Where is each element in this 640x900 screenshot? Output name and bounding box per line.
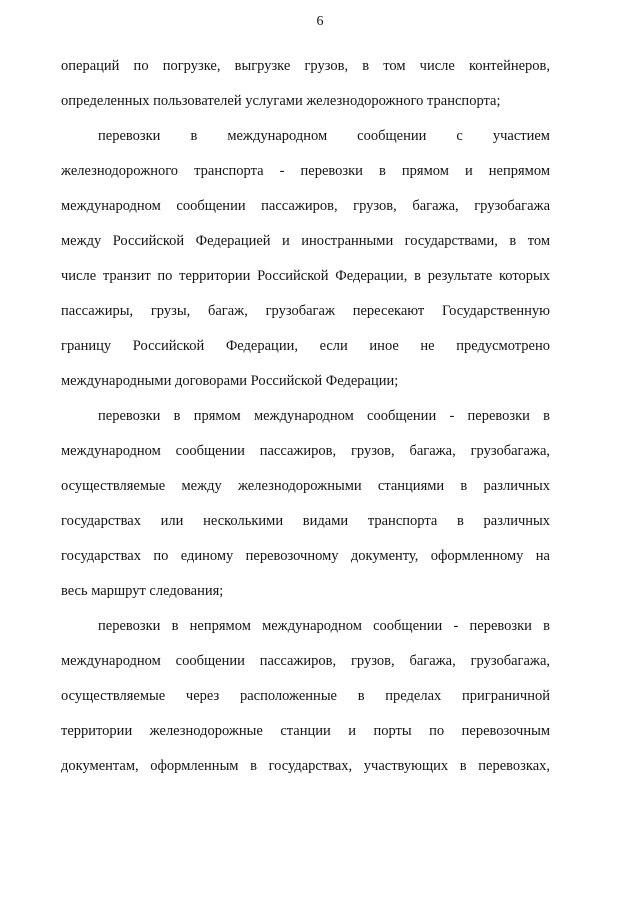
text-line: операций по погрузке, выгрузке грузов, в том числе контейнеров, [61,58,550,74]
paragraph-first-line: перевозки в международном сообщении с участием [98,128,550,144]
text-line: пассажиры, грузы, багаж, грузобагаж пересекают Государственную [61,303,550,319]
text-line: весь маршрут следования; [61,583,224,599]
text-line: государствах по единому перевозочному документу, оформленному на [61,548,550,564]
text-line: осуществляемые между железнодорожными станциями в различных [61,478,550,494]
text-line: международном сообщении пассажиров, грузов, багажа, грузобагажа, [61,653,550,669]
text-line: железнодорожного транспорта - перевозки в прямом и непрямом [61,163,550,179]
text-line: документам, оформленным в государствах, участвующих в перевозках, [61,758,550,774]
page-number: 6 [316,14,324,29]
text-line: между Российской Федерацией и иностранными государствами, в том [61,233,550,249]
text-line: границу Российской Федерации, если иное не предусмотрено [61,338,550,354]
text-line: территории железнодорожные станции и порты по перевозочным [61,723,550,739]
paragraph-first-line: перевозки в прямом международном сообщении - перевозки в [98,408,550,424]
paragraph-first-line: перевозки в непрямом международном сообщении - перевозки в [98,618,550,634]
text-line: осуществляемые через расположенные в пределах приграничной [61,688,550,704]
text-line: определенных пользователей услугами железнодорожного транспорта; [61,93,501,109]
text-line: международном сообщении пассажиров, грузов, багажа, грузобагажа, [61,443,550,459]
text-line: государствах или несколькими видами транспорта в различных [61,513,550,529]
text-line: международными договорами Российской Федерации; [61,373,399,389]
text-line: числе транзит по территории Российской Федерации, в результате которых [61,268,550,284]
text-line: международном сообщении пассажиров, грузов, багажа, грузобагажа [61,198,550,214]
